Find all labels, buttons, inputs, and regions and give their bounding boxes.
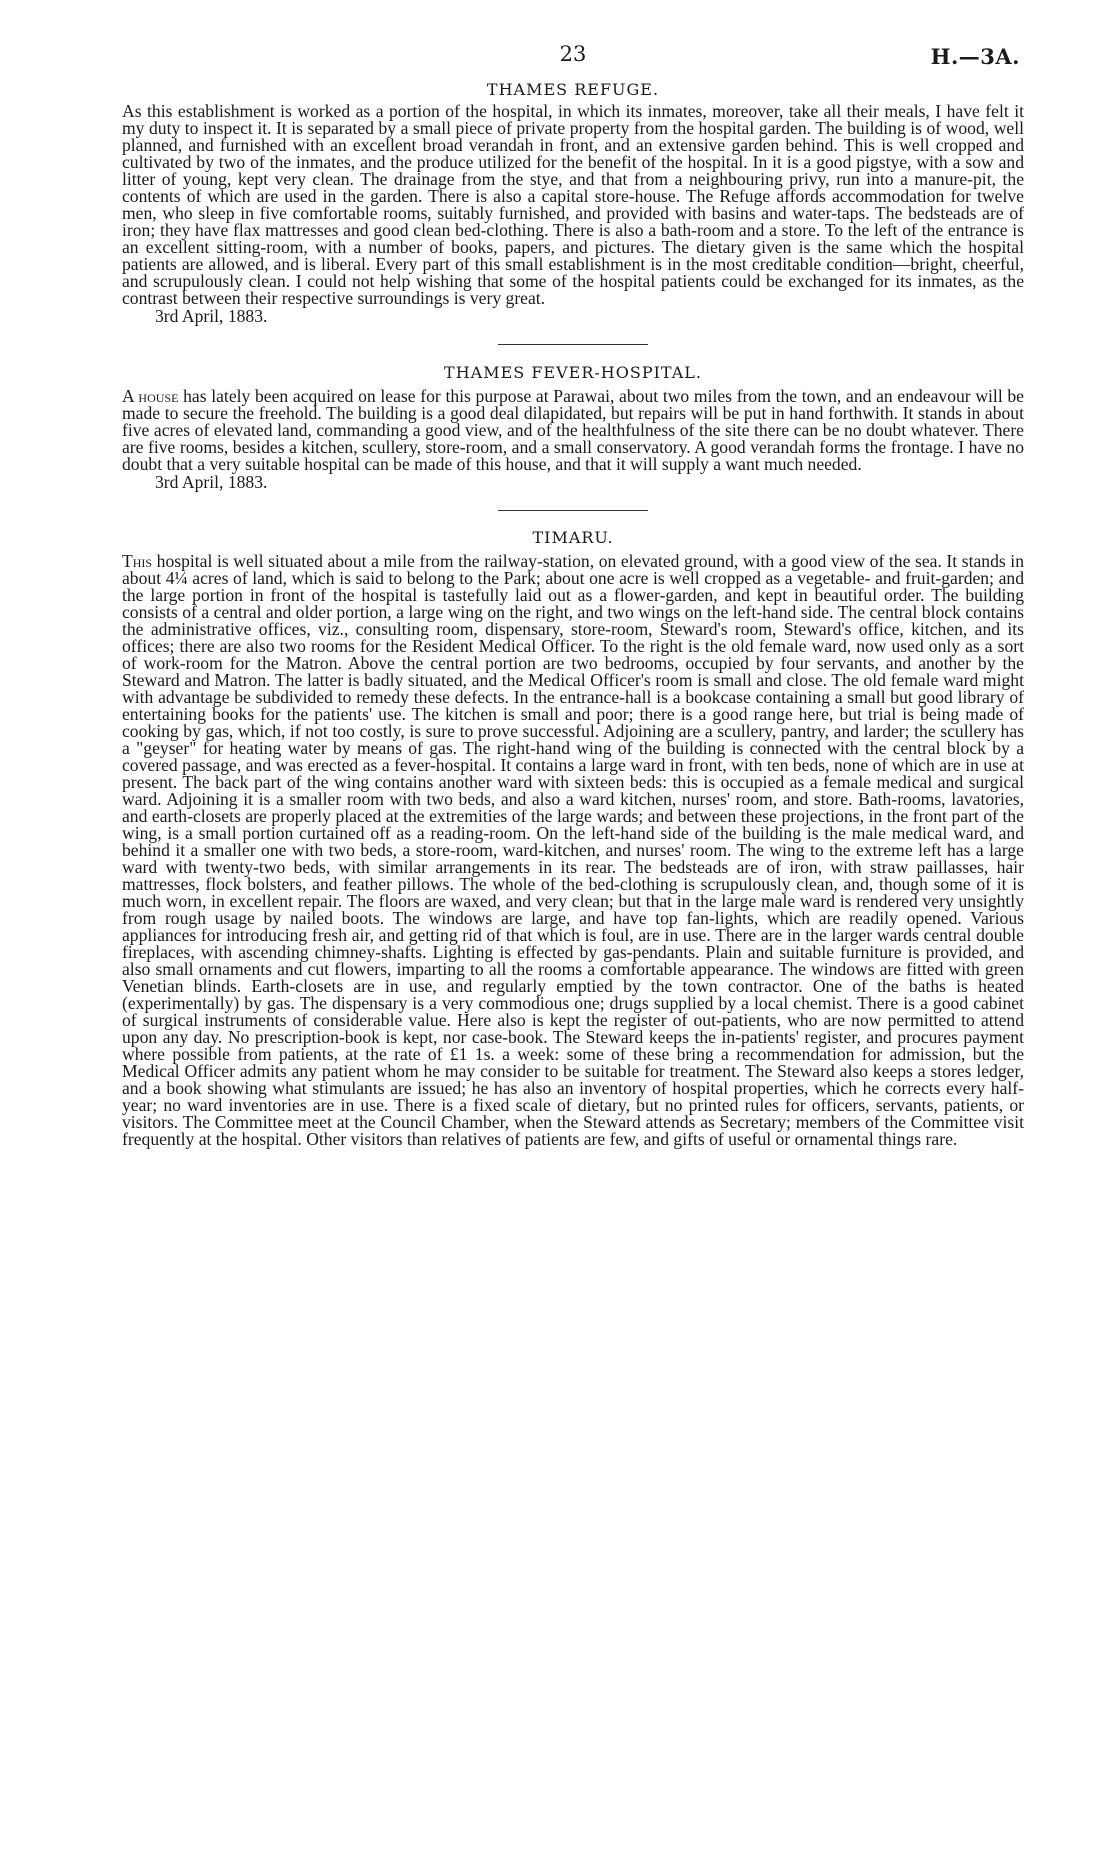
section-paragraph xyxy=(122,553,1024,1148)
paragraph-lead: This xyxy=(122,551,153,571)
paragraph-text: this establishment is worked as a portion of the hospital, in which its inmates, moreover, take all their meals, I have felt it my duty to inspect it. It is separated by a small piece of private property from the hospital garden. The building is of wood, well planned, and furnished with an excellent broad verandah in front, and an extensive garden behind. This is well cropped and cultivated by two of the inmates, and the produce utilized for the benefit of the hospital. In it is a good pigstye, with a sow and litter of young, kept very clean. The drainage from the stye, and that from a neighbouring privy, run into a manure-pit, the contents of which are used in the garden. There is also a capital store-house. The Refuge affords accommodation for twelve men, who sleep in five comfortable rooms, suitably furnished, and provided with basins and water-taps. The bedsteads are of iron; they have flax mattresses and good clean bed-clothing. There is also a bath-room and a store. To the left of the entrance is an excellent sitting-room, with a number of books, papers, and pictures. The dietary given is the same which the hospital patients are allowed, and is liberal. Every part of this small establishment is in the most creditable condition—bright, cheerful, and scrupulously clean. I could not help wishing that some of the hospital patients could be exchanged for its inmates, as the contrast between their respective surroundings is very great. xyxy=(122,101,1024,308)
section-divider xyxy=(498,344,648,345)
section-timaru xyxy=(122,528,1024,1148)
section-title: THAMES REFUGE. xyxy=(486,80,660,99)
page-number: 23 xyxy=(559,42,587,66)
document-page xyxy=(122,36,1024,1148)
section-thames-refuge xyxy=(122,80,1024,325)
paragraph-text: hospital is well situated about a mile from the railway-station, on elevated ground, with a good view of the sea. It stands in about 4¼ acres of land, which is said to belong to the Park; about one acre is well cropped as a vegetable- and fruit-garden; and the large portion in front of the hospital is tastefully laid out as a flower-garden, and kept in beautiful order. The building consists of a central and older portion, a large wing on the right, and two wings on the left-hand side. The central block contains the administrative offices, viz., consulting room, dispensary, store-room, Steward's room, Steward's office, kitchen, and its offices; there are also two rooms for the Resident Medical Officer. To the right is the old female ward, now used only as a sort of work-room for the Matron. Above the central portion are two bedrooms, occupied by four servants, and another by the Steward and Matron. The latter is badly situated, and the Medical Officer's room is small and close. The old female ward might with advantage be subdivided to remedy these defects. In the entrance-hall is a bookcase containing a small but good library of entertaining books for the patients' use. The kitchen is small and poor; there is a good range here, but trial is being made of cooking by gas, which, if not too costly, is sure to prove successful. Adjoining are a scullery, pantry, and larder; the scullery has a "geyser" for heating water by means of gas. The right-hand wing of the building is connected with the central block by a covered passage, and was erected as a fever-hospital. It contains a large ward in front, with ten beds, none of which are in use at present. The back part of the wing contains another ward with sixteen beds: this is occupied as a female medical and surgical ward. Adjoining it is a smaller room with two beds, and also a ward kitchen, nurses' room, and store. Bath-rooms, lavatories, and earth-closets are properly placed at the extremities of the large wards; and between these projections, in the front part of the wing, is a small portion curtained off as a reading-room. On the left-hand side of the building is the male medical ward, and behind it a smaller one with two beds, a store-room, ward-kitchen, and nurses' room. The wing to the extreme left has a large ward with twenty-two beds, with similar arrangements in its rear. The bedsteads are of iron, with straw paillasses, hair mattresses, flock bolsters, and feather pillows. The whole of the bed-clothing is scrupulously clean, and, though some of it is much worn, in excellent repair. The floors are waxed, and very clean; but that in the large male ward is rendered very unsightly from rough usage by nailed boots. The windows are large, and have top fan-lights, which are readily opened. Various appliances for introducing fresh air, and getting rid of that which is foul, are in use. There are in the larger wards central double fireplaces, with ascending chimney-shafts. Lighting is effected by gas-pendants. Plain and suitable furniture is provided, and also small ornaments and cut flowers, imparting to all the rooms a comfortable appearance. The windows are fitted with green Venetian blinds. Earth-closets are in use, and regularly emptied by the town contractor. One of the baths is heated (experimentally) by gas. The dispensary is a very commodious one; drugs supplied by a local chemist. There is a good cabinet of surgical instruments of considerable value. Here also is kept the register of out-patients, who are now permitted to attend upon any day. No prescription-book is kept, nor case-book. The Steward keeps the in-patients' register, and procures payment where possible from patients, at the rate of £1 1s. a week: some of these bring a recommendation for admission, but the Medical Officer admits any patient whom he may consider to be suitable for treatment. The Steward also keeps a stores ledger, and a book showing what stimulants are issued; he has also an inventory of hospital properties, which he corrects every half-year; no ward inventories are in use. There is a fixed scale of dietary, but no printed rules for officers, servants, patients, or visitors. The Committee meet at the Council Chamber, when the Steward attends as Secretary; members of the Committee visit frequently at the hospital. Other visitors than relatives of patients are few, and gifts of useful or ornamental things rare. xyxy=(122,551,1024,1149)
paragraph-text: has lately been acquired on lease for this purpose at Parawai, about two miles from the town, and an endeavour will be made to secure the freehold. The building is a good deal dilapidated, but repairs will be put in hand forthwith. It stands in about five acres of elevated land, commanding a good view, and of the healthfulness of the site there can be no doubt whatever. There are five rooms, besides a kitchen, scullery, store-room, and a small conservatory. A good verandah forms the frontage. I have no doubt that a very suitable hospital can be made of this house, and that it will supply a want much needed. xyxy=(122,386,1024,474)
section-paragraph xyxy=(122,103,1024,307)
section-title: THAMES FEVER-HOSPITAL. xyxy=(444,363,702,382)
paragraph-lead: As xyxy=(122,101,142,121)
paragraph-lead: A house xyxy=(122,386,179,406)
section-thames-fever-hospital xyxy=(122,363,1024,491)
section-divider xyxy=(498,510,648,511)
section-paragraph xyxy=(122,388,1024,473)
section-date: 3rd April, 1883. xyxy=(155,472,268,492)
paper-reference: H.—3A. xyxy=(930,44,1020,69)
section-date: 3rd April, 1883. xyxy=(155,306,268,326)
section-title: TIMARU. xyxy=(532,528,614,547)
page-header xyxy=(122,36,1024,76)
